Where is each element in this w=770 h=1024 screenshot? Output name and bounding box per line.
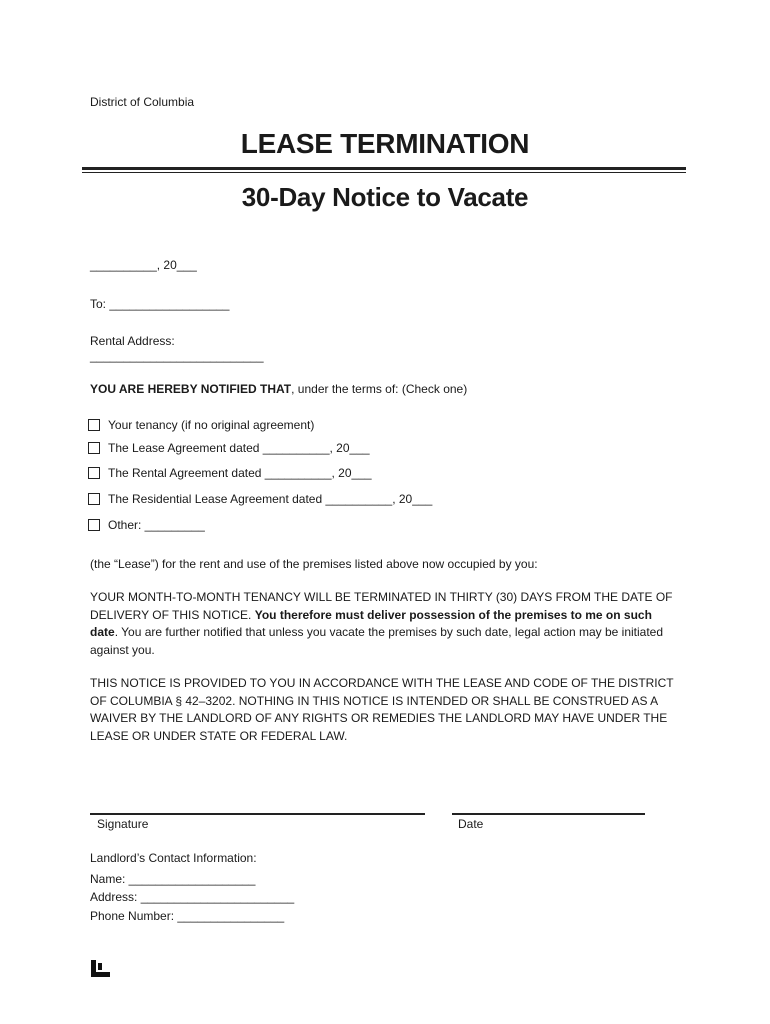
option-row-rental-agreement[interactable] [88, 466, 372, 480]
landlord-address: Address: _______________________ [90, 890, 295, 904]
checkbox-empty-icon[interactable] [88, 419, 100, 431]
checkbox-empty-icon[interactable] [88, 493, 100, 505]
option-label: The Residential Lease Agreement dated __________, 20___ [108, 492, 433, 506]
checkbox-empty-icon[interactable] [88, 467, 100, 479]
termination-bold: You therefore must deliver possession of the premises to me on such date [90, 607, 652, 639]
signature-line [90, 813, 425, 815]
document-title: LEASE TERMINATION [240, 128, 530, 159]
checkbox-empty-icon[interactable] [88, 519, 100, 531]
legal-paragraph: THIS NOTICE IS PROVIDED TO YOU IN ACCORDANCE WITH THE LEASE AND CODE OF THE DISTRICT OF COLUMBIA § 42–3202. NOTHING IN THIS NOTICE IS INTENDED OR SHALL BE CONSTRUED AS A WAIVER BY THE LANDLORD OF ANY RIGHTS OR REMEDIES THE LANDLORD MAY HAVE UNDER THE LEASE OR UNDER STATE OR FEDERAL LAW. [90, 676, 674, 743]
date-label: Date [458, 817, 484, 831]
checkbox-empty-icon[interactable] [88, 442, 100, 454]
option-row-tenancy[interactable] [88, 418, 314, 432]
option-row-lease-agreement[interactable] [88, 441, 370, 455]
option-label: The Rental Agreement dated __________, 20___ [108, 466, 372, 480]
rental-address-label: Rental Address: [90, 334, 175, 348]
title-divider-thin [82, 172, 686, 173]
termination-part1: YOUR MONTH-TO-MONTH TENANCY WILL BE TERMINATED IN THIRTY (30) DAYS FROM THE DATE OF DELIVERY OF THIS NOTICE. [90, 590, 673, 622]
option-row-other[interactable] [88, 518, 205, 532]
rental-address-line: __________________________ [90, 349, 264, 363]
to-field: To: __________________ [90, 297, 230, 311]
option-label: Other: _________ [108, 518, 205, 532]
termination-part3: . You are further notified that unless you vacate the premises by such date, legal action may be initiated against you. [90, 625, 664, 657]
document-subtitle: 30-Day Notice to Vacate [241, 182, 529, 212]
landlord-name: Name: ___________________ [90, 872, 256, 886]
option-label: Your tenancy (if no original agreement) [108, 418, 315, 432]
landlord-phone: Phone Number: ________________ [90, 909, 285, 923]
date-field: __________, 20___ [90, 258, 197, 272]
notice-intro-rest: , under the terms of: (Check one) [291, 382, 468, 396]
option-row-residential-lease[interactable] [88, 492, 432, 506]
landlord-heading: Landlord’s Contact Information: [90, 851, 257, 865]
state-label: District of Columbia [90, 95, 195, 109]
option-label: The Lease Agreement dated __________, 20___ [108, 441, 370, 455]
notice-intro-bold: YOU ARE HEREBY NOTIFIED THAT [90, 382, 292, 396]
title-divider-thick [82, 167, 686, 170]
termination-paragraph [90, 589, 680, 659]
date-line [452, 813, 645, 815]
lease-clause: (the “Lease”) for the rent and use of the premises listed above now occupied by you: [90, 557, 538, 571]
signature-label: Signature [97, 817, 149, 831]
notice-intro [90, 381, 467, 397]
legal-templates-logo-icon [91, 960, 110, 977]
